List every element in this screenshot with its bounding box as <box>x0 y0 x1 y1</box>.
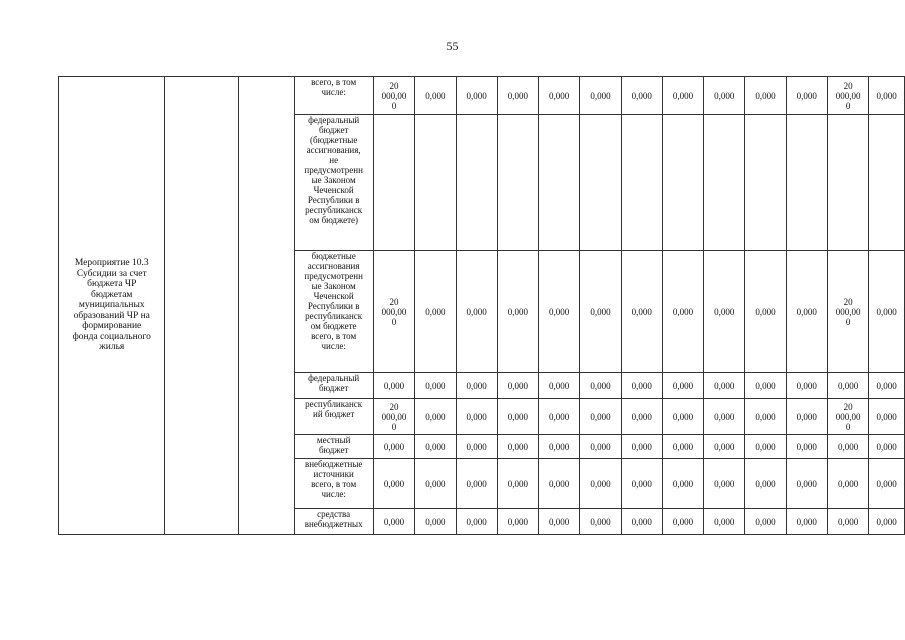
source-label-cell <box>294 77 373 115</box>
value-text: 0,000 <box>631 90 652 101</box>
value-cell <box>580 77 621 115</box>
value-text: 0,000 <box>590 411 611 422</box>
value-text: 0,000 <box>549 90 570 101</box>
value-cell <box>827 459 868 509</box>
value-cell <box>786 399 827 435</box>
value-cell <box>415 77 456 115</box>
value-cell <box>745 373 786 399</box>
value-cell <box>745 509 786 535</box>
value-cell <box>373 77 414 115</box>
value-text: 0,000 <box>507 306 529 317</box>
value-cell <box>539 373 580 399</box>
value-cell <box>662 77 703 115</box>
value-text: 20 000,00 0 <box>835 80 861 111</box>
value-cell <box>415 373 456 399</box>
value-text: 0,000 <box>425 306 446 317</box>
value-text: 0,000 <box>838 516 859 527</box>
value-text: 0,000 <box>755 441 776 452</box>
source-label-cell <box>294 251 373 373</box>
value-cell <box>456 115 497 251</box>
source-label: федеральный бюджет <box>308 373 360 393</box>
value-text: 0,000 <box>714 478 735 489</box>
value-text: 0,000 <box>714 306 735 317</box>
value-text: 0,000 <box>590 478 611 489</box>
value-text: 20 000,00 0 <box>381 401 407 432</box>
value-cell <box>415 509 456 535</box>
value-text: 0,000 <box>672 516 694 527</box>
value-text: 0,000 <box>876 411 897 422</box>
value-cell <box>415 459 456 509</box>
source-label: бюджетные ассигнования предусмотренн ые Законом Чеченской Республики в республиканск ом бюджете всего, в том числе: <box>304 251 363 351</box>
value-cell <box>786 435 827 459</box>
value-text: 0,000 <box>466 441 487 452</box>
value-cell <box>373 373 414 399</box>
value-cell <box>786 509 827 535</box>
value-cell <box>456 77 497 115</box>
value-cell <box>580 459 621 509</box>
value-cell <box>704 399 745 435</box>
value-text: 0,000 <box>796 90 817 101</box>
value-cell <box>373 459 414 509</box>
value-text: 0,000 <box>755 380 776 391</box>
value-text: 0,000 <box>714 516 735 527</box>
value-cell <box>869 77 905 115</box>
value-text: 0,000 <box>425 380 446 391</box>
value-cell <box>580 435 621 459</box>
value-cell <box>827 77 868 115</box>
value-text: 0,000 <box>714 90 735 101</box>
value-cell <box>539 77 580 115</box>
value-cell <box>497 251 538 373</box>
value-cell <box>415 399 456 435</box>
value-cell <box>662 435 703 459</box>
value-text: 0,000 <box>631 306 652 317</box>
value-cell <box>662 115 703 251</box>
value-text: 0,000 <box>466 411 487 422</box>
value-text: 0,000 <box>631 516 652 527</box>
value-text: 0,000 <box>590 380 611 391</box>
value-cell <box>621 399 662 435</box>
value-text: 0,000 <box>631 380 652 391</box>
measure-cell <box>59 77 165 535</box>
value-text: 0,000 <box>425 478 446 489</box>
value-text: 0,000 <box>714 411 735 422</box>
value-text: 0,000 <box>672 90 694 101</box>
value-cell <box>745 115 786 251</box>
value-text: 0,000 <box>876 516 897 527</box>
value-cell <box>869 115 905 251</box>
value-cell <box>704 459 745 509</box>
value-text: 0,000 <box>796 478 817 489</box>
value-cell <box>497 435 538 459</box>
value-text: 0,000 <box>590 441 611 452</box>
value-cell <box>621 373 662 399</box>
value-text: 0,000 <box>466 380 487 391</box>
value-text: 0,000 <box>672 306 694 317</box>
value-text: 0,000 <box>796 306 817 317</box>
source-label-cell <box>294 459 373 509</box>
value-cell <box>497 459 538 509</box>
value-text: 0,000 <box>425 411 446 422</box>
value-cell <box>869 509 905 535</box>
value-text: 0,000 <box>838 380 859 391</box>
value-text: 0,000 <box>876 90 897 101</box>
value-cell <box>580 115 621 251</box>
value-text: 20 000,00 0 <box>381 80 407 111</box>
value-text: 0,000 <box>672 411 694 422</box>
value-text: 20 000,00 0 <box>381 296 407 327</box>
value-text: 0,000 <box>549 306 570 317</box>
value-text: 0,000 <box>796 441 817 452</box>
value-cell <box>456 251 497 373</box>
value-text: 0,000 <box>466 306 487 317</box>
value-cell <box>373 509 414 535</box>
source-label: республиканск ий бюджет <box>305 399 363 419</box>
value-cell <box>662 399 703 435</box>
value-cell <box>827 435 868 459</box>
value-text: 0,000 <box>631 478 652 489</box>
value-cell <box>621 251 662 373</box>
value-text: 0,000 <box>507 90 529 101</box>
value-text: 0,000 <box>755 90 776 101</box>
value-text: 0,000 <box>796 380 817 391</box>
value-cell <box>704 373 745 399</box>
value-cell <box>415 435 456 459</box>
value-cell <box>786 115 827 251</box>
value-cell <box>539 435 580 459</box>
value-text: 0,000 <box>383 478 405 489</box>
value-cell <box>373 251 414 373</box>
value-text: 0,000 <box>631 411 652 422</box>
value-text: 0,000 <box>507 411 529 422</box>
value-cell <box>786 77 827 115</box>
blank-column-cell <box>238 77 294 535</box>
source-label-cell <box>294 509 373 535</box>
value-cell <box>786 251 827 373</box>
value-cell <box>497 509 538 535</box>
value-cell <box>497 399 538 435</box>
source-label-cell <box>294 373 373 399</box>
value-cell <box>621 115 662 251</box>
value-cell <box>869 435 905 459</box>
value-cell <box>539 509 580 535</box>
table-row <box>59 77 905 115</box>
value-cell <box>456 435 497 459</box>
value-text: 0,000 <box>466 478 487 489</box>
value-text: 0,000 <box>549 380 570 391</box>
source-label-cell <box>294 115 373 251</box>
value-cell <box>827 115 868 251</box>
value-text: 0,000 <box>796 516 817 527</box>
value-cell <box>621 509 662 535</box>
value-text: 0,000 <box>755 478 776 489</box>
value-text: 0,000 <box>549 411 570 422</box>
source-label: местный бюджет <box>316 435 351 455</box>
source-label-cell <box>294 435 373 459</box>
measure-label: Мероприятие 10.3 Субсидии за счет бюджета ЧР бюджетам муниципальных образований ЧР на формирование фонда социального жилья <box>72 258 151 353</box>
value-text: 0,000 <box>383 380 405 391</box>
value-cell <box>827 509 868 535</box>
funding-table <box>58 76 905 535</box>
value-cell <box>827 399 868 435</box>
source-label: федеральный бюджет (бюджетные ассигнования, не предусмотренн ые Законом Чеченской Республики в республиканск ом бюджете) <box>304 115 363 225</box>
source-label: средства внебюджетных <box>304 509 363 529</box>
value-text: 20 000,00 0 <box>835 296 861 327</box>
value-text: 0,000 <box>714 380 735 391</box>
value-text: 0,000 <box>876 306 897 317</box>
value-text: 0,000 <box>507 441 529 452</box>
value-text: 0,000 <box>838 441 859 452</box>
value-cell <box>539 115 580 251</box>
value-text: 0,000 <box>838 478 859 489</box>
value-cell <box>745 251 786 373</box>
value-text: 0,000 <box>755 306 776 317</box>
value-cell <box>580 251 621 373</box>
value-text: 0,000 <box>755 411 776 422</box>
value-cell <box>662 373 703 399</box>
value-cell <box>415 115 456 251</box>
value-cell <box>869 373 905 399</box>
value-cell <box>662 251 703 373</box>
value-text: 0,000 <box>755 516 776 527</box>
value-cell <box>415 251 456 373</box>
value-text: 0,000 <box>507 478 529 489</box>
value-cell <box>373 399 414 435</box>
value-cell <box>621 459 662 509</box>
value-cell <box>869 459 905 509</box>
value-text: 0,000 <box>876 441 897 452</box>
value-text: 0,000 <box>383 441 405 452</box>
value-cell <box>621 77 662 115</box>
value-cell <box>704 251 745 373</box>
value-cell <box>869 251 905 373</box>
value-text: 0,000 <box>425 90 446 101</box>
value-text: 0,000 <box>425 441 446 452</box>
value-text: 0,000 <box>466 90 487 101</box>
value-text: 0,000 <box>672 380 694 391</box>
value-text: 0,000 <box>466 516 487 527</box>
value-text: 0,000 <box>590 516 611 527</box>
value-text: 0,000 <box>714 441 735 452</box>
value-cell <box>869 399 905 435</box>
value-cell <box>580 373 621 399</box>
value-text: 0,000 <box>631 441 652 452</box>
source-label: внебюджетные источники всего, в том числе: <box>304 459 363 499</box>
value-text: 0,000 <box>796 411 817 422</box>
value-cell <box>745 399 786 435</box>
value-cell <box>745 435 786 459</box>
value-cell <box>704 77 745 115</box>
value-cell <box>745 77 786 115</box>
value-text: 0,000 <box>549 478 570 489</box>
value-cell <box>704 435 745 459</box>
blank-column-cell <box>165 77 238 535</box>
value-cell <box>662 459 703 509</box>
value-cell <box>456 373 497 399</box>
value-cell <box>704 115 745 251</box>
value-cell <box>497 373 538 399</box>
value-text: 0,000 <box>876 380 897 391</box>
page-number: 55 <box>446 39 459 53</box>
value-cell <box>704 509 745 535</box>
value-cell <box>827 373 868 399</box>
value-text: 0,000 <box>507 380 529 391</box>
value-cell <box>786 459 827 509</box>
value-cell <box>621 435 662 459</box>
value-cell <box>373 115 414 251</box>
value-text: 0,000 <box>672 441 694 452</box>
value-text: 0,000 <box>549 441 570 452</box>
source-label-cell <box>294 399 373 435</box>
value-cell <box>497 115 538 251</box>
value-cell <box>456 459 497 509</box>
value-cell <box>373 435 414 459</box>
value-cell <box>580 399 621 435</box>
value-text: 0,000 <box>672 478 694 489</box>
value-text: 0,000 <box>425 516 446 527</box>
value-text: 0,000 <box>590 90 611 101</box>
value-text: 20 000,00 0 <box>835 401 861 432</box>
value-text: 0,000 <box>876 478 897 489</box>
value-cell <box>539 459 580 509</box>
value-cell <box>580 509 621 535</box>
value-text: 0,000 <box>507 516 529 527</box>
value-cell <box>456 509 497 535</box>
value-text: 0,000 <box>549 516 570 527</box>
value-cell <box>497 77 538 115</box>
value-cell <box>539 251 580 373</box>
value-cell <box>539 399 580 435</box>
source-label: всего, в том числе: <box>311 77 357 97</box>
value-cell <box>827 251 868 373</box>
value-text: 0,000 <box>590 306 611 317</box>
value-text: 0,000 <box>383 516 405 527</box>
value-cell <box>456 399 497 435</box>
value-cell <box>745 459 786 509</box>
value-cell <box>662 509 703 535</box>
value-cell <box>786 373 827 399</box>
